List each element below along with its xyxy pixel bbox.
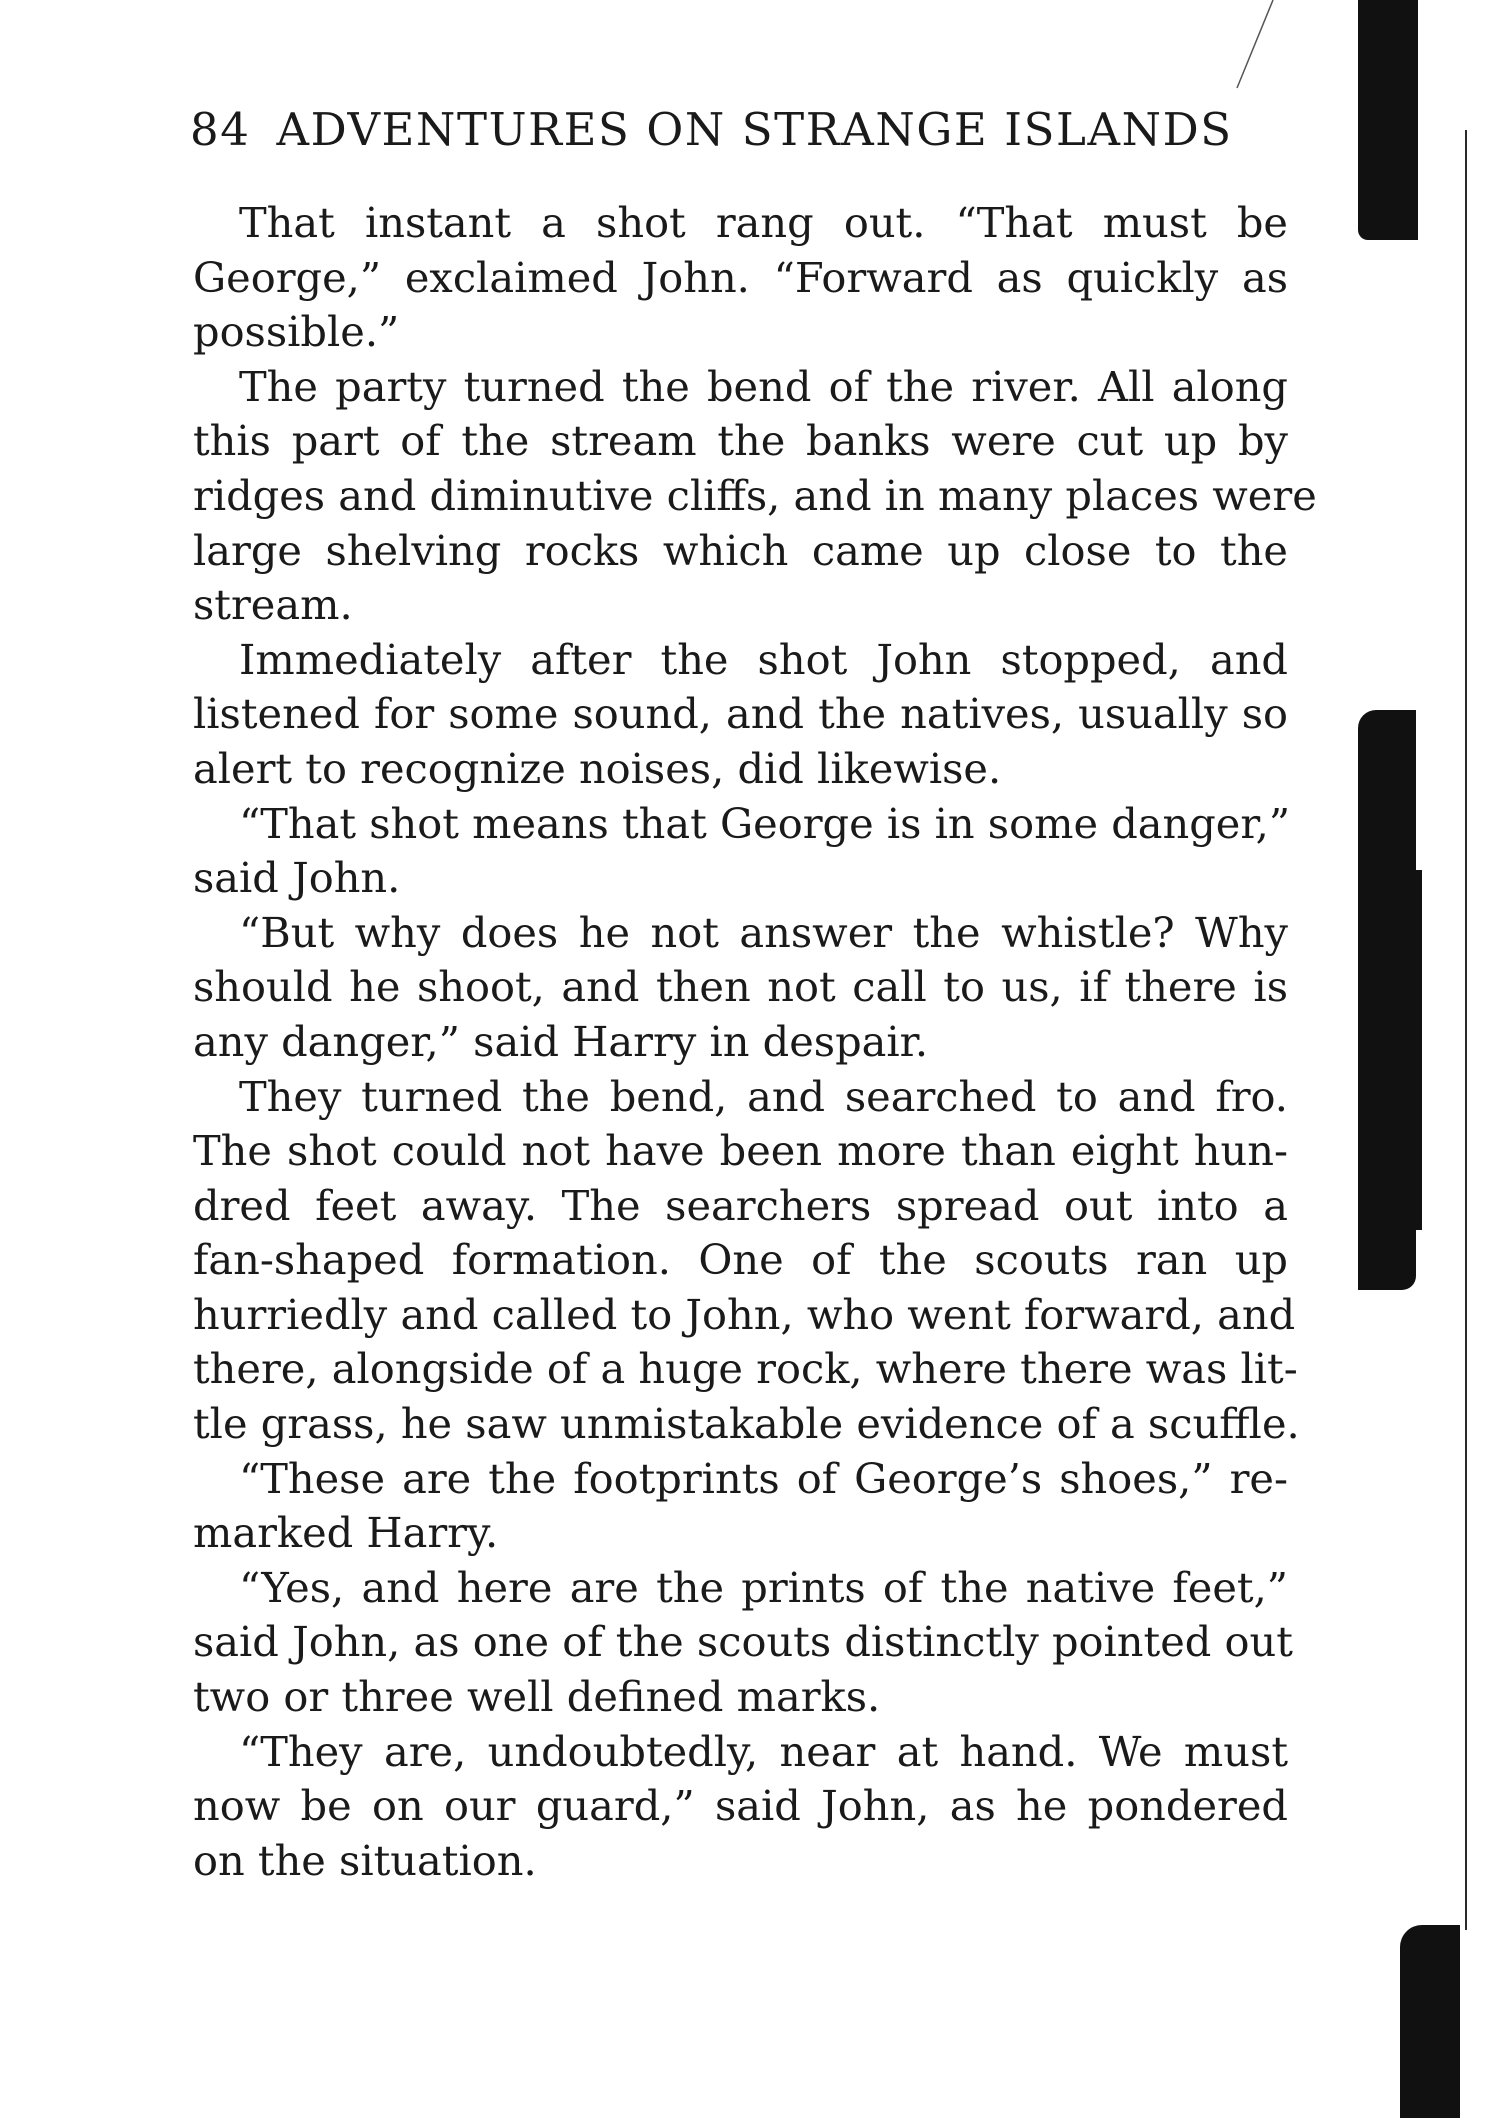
text-line: “But why does he not answer the whistle? Why xyxy=(239,907,1288,957)
text-line: should he shoot, and then not call to us, if there is xyxy=(193,962,1288,1012)
text-line: The shot could not have been more than eight hun- xyxy=(193,1126,1288,1176)
text-line: They turned the bend, and searched to and fro. xyxy=(239,1071,1288,1121)
scan-stray-mark xyxy=(1195,0,1275,90)
running-head-title: ADVENTURES ON STRANGE ISLANDS xyxy=(276,103,1233,156)
text-line: ridges and diminutive cliffs, and in many places were xyxy=(193,470,1317,520)
body-text xyxy=(193,196,1317,1888)
scan-edge-shadow-bottom xyxy=(1400,1925,1460,2118)
page-number: 84 xyxy=(190,103,251,156)
text-line: on the situation. xyxy=(193,1835,537,1885)
text-line: stream. xyxy=(193,580,353,630)
text-line: “These are the footprints of George’s shoes,” re- xyxy=(239,1453,1288,1503)
text-line: any danger,” said Harry in despair. xyxy=(193,1016,929,1066)
text-line: there, alongside of a huge rock, where there was lit- xyxy=(193,1344,1298,1394)
text-line: said John, as one of the scouts distinctly pointed out xyxy=(193,1617,1293,1667)
text-line: “That shot means that George is in some danger,” xyxy=(239,798,1291,848)
text-line: listened for some sound, and the natives, usually so xyxy=(193,689,1288,739)
text-line: dred feet away. The searchers spread out into a xyxy=(193,1180,1288,1230)
text-line: That instant a shot rang out. “That must be xyxy=(239,198,1288,247)
text-line: “Yes, and here are the prints of the native feet,” xyxy=(239,1562,1288,1612)
text-line: marked Harry. xyxy=(193,1508,499,1558)
text-line: tle grass, he saw unmistakable evidence of a scuffle. xyxy=(193,1399,1300,1449)
text-line: George,” exclaimed John. “Forward as quickly as xyxy=(193,252,1288,302)
text-line: this part of the stream the banks were cut up by xyxy=(193,416,1288,466)
scan-edge-shadow-top xyxy=(1358,0,1418,240)
scan-edge-rule xyxy=(1465,130,1467,1930)
stray-line xyxy=(1237,0,1273,88)
text-line: possible.” xyxy=(193,307,400,357)
scan-edge-shadow-middle-inner xyxy=(1392,870,1422,1230)
running-head xyxy=(190,100,1240,160)
text-line: two or three well defined marks. xyxy=(193,1672,881,1722)
text-line: fan-shaped formation. One of the scouts ran up xyxy=(193,1235,1288,1285)
text-line: now be on our guard,” said John, as he pondered xyxy=(193,1781,1288,1831)
text-line: “They are, undoubtedly, near at hand. We must xyxy=(239,1726,1288,1776)
text-line: The party turned the bend of the river. All along xyxy=(239,361,1288,411)
text-line: hurriedly and called to John, who went forward, and xyxy=(193,1289,1296,1339)
text-line: said John. xyxy=(193,853,401,903)
text-line: alert to recognize noises, did likewise. xyxy=(193,743,1002,793)
text-line: Immediately after the shot John stopped, and xyxy=(239,634,1288,684)
text-line: large shelving rocks which came up close to the xyxy=(193,525,1288,575)
